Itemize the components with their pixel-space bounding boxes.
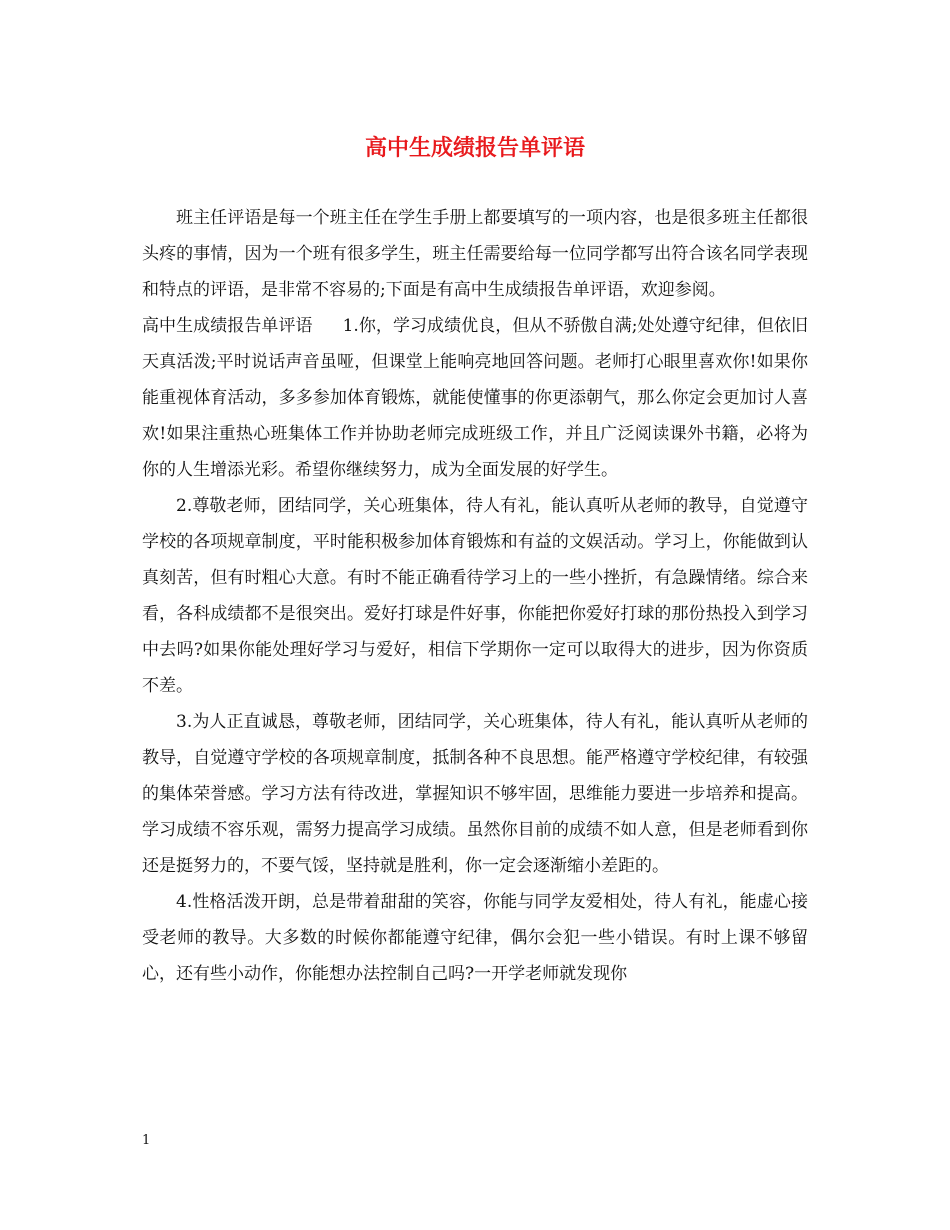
page-number: 1 — [142, 1133, 151, 1148]
section-heading: 高中生成绩报告单评语 — [142, 316, 313, 336]
document-body — [142, 200, 808, 992]
document-title: 高中生成绩报告单评语 — [364, 135, 585, 161]
comment-paragraph-4: 4.性格活泼开朗，总是带着甜甜的笑容，你能与同学友爱相处，待人有礼，能虚心接受老师的教导。大多数的时候你都能遵守纪律，偶尔会犯一些小错误。有时上课不够留心，还有些小动作，你能想办法控制自己吗?一开学老师就发现你 — [142, 892, 808, 984]
comment-paragraph-2: 2.尊敬老师，团结同学，关心班集体，待人有礼，能认真听从老师的教导，自觉遵守学校的各项规章制度，平时能积极参加体育锻炼和有益的文娱活动。学习上，你能做到认真刻苦，但有时粗心大意。有时不能正确看待学习上的一些小挫折，有急躁情绪。综合来看，各科成绩都不是很突出。爱好打球是件好事，你能把你爱好打球的那份热投入到学习中去吗?如果你能处理好学习与爱好，相信下学期你一定可以取得大的进步，因为你资质不差。 — [142, 496, 808, 696]
comment-text-1: 1.你，学习成绩优良，但从不骄傲自满;处处遵守纪律，但依旧天真活泼;平时说话声音虽哑，但课堂上能响亮地回答问题。老师打心眼里喜欢你!如果你能重视体育活动，多多参加体育锻炼，就能使懂事的你更添朝气，那么你定会更加讨人喜欢!如果注重热心班集体工作并协助老师完成班级工作，并且广泛阅读课外书籍，必将为你的人生增添光彩。希望你继续努力，成为全面发展的好学生。 — [142, 316, 809, 480]
intro-paragraph: 班主任评语是每一个班主任在学生手册上都要填写的一项内容，也是很多班主任都很头疼的事情，因为一个班有很多学生，班主任需要给每一位同学都写出符合该名同学表现和特点的评语，是非常不容易的;下面是有高中生成绩报告单评语，欢迎参阅。 — [142, 208, 808, 300]
comment-paragraph-1 — [142, 308, 808, 488]
comment-paragraph-3: 3.为人正直诚恳，尊敬老师，团结同学，关心班集体，待人有礼，能认真听从老师的教导，自觉遵守学校的各项规章制度，抵制各种不良思想。能严格遵守学校纪律，有较强的集体荣誉感。学习方法有待改进，掌握知识不够牢固，思维能力要进一步培养和提高。学习成绩不容乐观，需努力提高学习成绩。虽然你目前的成绩不如人意，但是老师看到你还是挺努力的，不要气馁，坚持就是胜利，你一定会逐渐缩小差距的。 — [142, 712, 808, 876]
